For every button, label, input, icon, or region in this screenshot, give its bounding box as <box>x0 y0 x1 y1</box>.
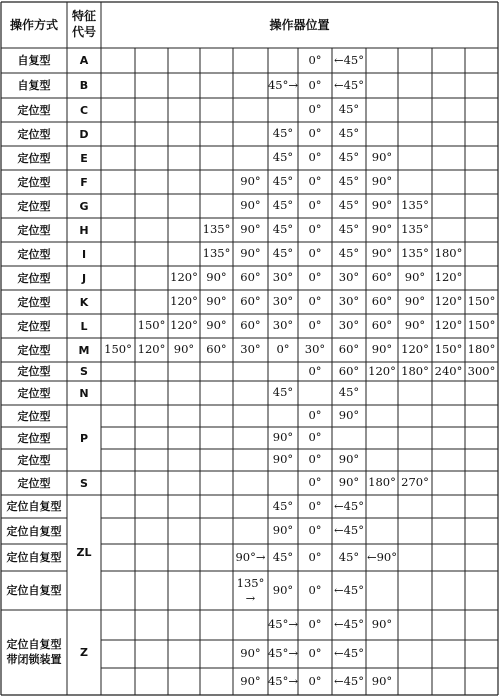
position-value: 30° <box>272 318 294 333</box>
row-mode-label: 定位自复型 <box>6 524 62 538</box>
position-value: 90° <box>404 270 426 285</box>
position-value: 60° <box>371 270 393 285</box>
position-value: 90° <box>240 673 261 688</box>
position-value: 30° <box>304 342 326 357</box>
position-value: 45° <box>272 549 294 564</box>
position-value: 90° <box>206 318 227 333</box>
position-value: 60° <box>206 342 227 357</box>
position-value: 90° <box>240 222 261 237</box>
position-value: 45° <box>272 385 294 400</box>
header-code: 特征 代号 <box>71 9 96 39</box>
position-value: ←45° <box>333 617 365 632</box>
position-value: 90° <box>404 318 426 333</box>
position-value: 0° <box>308 77 322 92</box>
row-mode-label: 定位型 <box>17 223 51 237</box>
position-value: 90° <box>206 294 227 309</box>
position-value: 30° <box>338 294 360 309</box>
row-code: H <box>79 223 89 237</box>
position-value: 0° <box>308 270 322 285</box>
header-positions: 操作器位置 <box>269 18 330 32</box>
row-code: D <box>79 127 89 141</box>
position-value: 45° <box>272 174 294 189</box>
position-value: 45° <box>272 498 294 513</box>
position-value: 60° <box>240 294 261 309</box>
row-code: ZL <box>76 546 92 559</box>
row-code: L <box>80 319 88 333</box>
position-value: ←90° <box>366 549 398 564</box>
position-value: 0° <box>308 246 322 261</box>
position-value: 90° <box>404 294 426 309</box>
row-code: E <box>80 151 88 165</box>
position-value: 0° <box>308 52 322 67</box>
position-value: 60° <box>371 294 393 309</box>
position-value: 30° <box>240 342 261 357</box>
position-value: 0° <box>276 342 290 357</box>
position-value: 45°→ <box>267 77 299 92</box>
position-value: 45° <box>338 222 360 237</box>
position-value: 90° <box>272 523 294 538</box>
position-value: 45° <box>272 246 294 261</box>
row-mode-label: 定位自复型 带闭锁装置 <box>6 638 62 666</box>
row-mode-label: 定位型 <box>17 476 51 490</box>
position-value: 0° <box>308 150 322 165</box>
position-value: 120° <box>170 318 198 333</box>
position-value: 30° <box>272 294 294 309</box>
position-value: 120° <box>434 318 463 333</box>
position-value: 0° <box>308 363 322 378</box>
position-value: 90° <box>371 617 393 632</box>
position-value: 90° <box>240 198 261 213</box>
position-value: 90° <box>338 475 360 490</box>
position-value: 45° <box>272 222 294 237</box>
position-value: 0° <box>308 452 322 467</box>
row-mode-label: 定位型 <box>17 199 51 213</box>
position-value: 45° <box>272 198 294 213</box>
position-value: 90° <box>371 342 393 357</box>
position-value: 0° <box>308 673 322 688</box>
position-value: 90° <box>206 270 227 285</box>
position-value: 0° <box>308 617 322 632</box>
row-mode-label: 定位自复型 <box>6 551 62 564</box>
position-value: 45° <box>338 174 360 189</box>
position-value: 0° <box>308 222 322 237</box>
position-value: 150° <box>467 294 496 309</box>
position-value: 90° <box>371 246 393 261</box>
row-code: F <box>80 175 88 189</box>
position-value: 120° <box>434 270 463 285</box>
row-mode-label: 定位型 <box>17 431 51 445</box>
position-value: 0° <box>308 102 322 117</box>
position-value: 45°→ <box>267 617 299 632</box>
row-code: N <box>79 386 89 400</box>
position-value: 45° <box>338 150 360 165</box>
row-mode-label: 定位型 <box>17 319 51 333</box>
row-code: C <box>79 103 89 117</box>
position-value: 150° <box>467 318 496 333</box>
position-value: 45° <box>338 246 360 261</box>
position-value: 270° <box>401 475 429 490</box>
position-value: 180° <box>467 342 496 357</box>
row-code: A <box>79 54 89 67</box>
position-value: 0° <box>308 430 322 445</box>
position-value: ←45° <box>333 646 365 661</box>
position-value: 30° <box>338 318 360 333</box>
position-value: 0° <box>308 126 322 141</box>
position-value: 30° <box>338 270 360 285</box>
row-code: G <box>79 199 89 213</box>
position-value: 0° <box>308 318 322 333</box>
row-code: Z <box>80 646 88 659</box>
position-value: 240° <box>434 363 463 378</box>
row-code: M <box>78 343 90 357</box>
position-value: 120° <box>137 342 166 357</box>
position-value: 120° <box>170 270 198 285</box>
position-value: 45°→ <box>267 673 299 688</box>
row-mode-label: 定位型 <box>17 409 51 423</box>
position-value: 150° <box>137 318 166 333</box>
row-mode-label: 定位型 <box>17 295 51 309</box>
position-value: 45° <box>272 126 294 141</box>
position-value: 135° <box>401 246 429 261</box>
position-value: 90° <box>371 150 393 165</box>
row-mode-label: 定位型 <box>17 453 51 467</box>
row-code: I <box>81 247 87 261</box>
position-value: ←45° <box>333 582 365 597</box>
position-value: 90° <box>240 174 261 189</box>
position-value: 45°→ <box>267 646 299 661</box>
position-value: 0° <box>308 646 322 661</box>
position-value: 180° <box>368 475 396 490</box>
position-value: 60° <box>240 270 261 285</box>
position-value: 90° <box>338 452 360 467</box>
row-code: J <box>81 271 87 285</box>
position-value: 60° <box>338 342 360 357</box>
position-value: 60° <box>240 318 261 333</box>
position-value: 60° <box>371 318 393 333</box>
row-code: P <box>79 431 89 445</box>
row-code: S <box>80 365 88 378</box>
position-value: 0° <box>308 523 322 538</box>
position-value: 0° <box>308 549 322 564</box>
position-value: 45° <box>338 549 360 564</box>
row-mode-label: 定位自复型 <box>6 500 62 513</box>
position-value: 90° <box>240 246 261 261</box>
position-value: 30° <box>272 270 294 285</box>
row-mode-label: 定位型 <box>17 247 51 261</box>
position-value: 90° <box>173 342 195 357</box>
position-value: 0° <box>308 408 322 423</box>
row-code: S <box>80 476 88 490</box>
position-value: 135° → <box>236 575 265 605</box>
position-value: 90° <box>371 222 393 237</box>
position-value: 90° <box>272 452 294 467</box>
row-mode-label: 定位型 <box>17 343 51 357</box>
position-value: 0° <box>308 174 322 189</box>
position-value: 0° <box>308 498 322 513</box>
position-value: 0° <box>308 582 322 597</box>
position-value: 135° <box>202 222 231 237</box>
position-value: 90° <box>371 174 393 189</box>
position-value: 0° <box>308 475 322 490</box>
position-value: 120° <box>434 294 463 309</box>
position-value: ←45° <box>333 52 365 67</box>
position-value: 120° <box>170 294 198 309</box>
position-value: 45° <box>272 150 294 165</box>
position-value: ←45° <box>333 498 365 513</box>
header-mode: 操作方式 <box>9 18 58 32</box>
position-value: 300° <box>467 363 496 378</box>
row-code: K <box>79 295 89 309</box>
position-value: 120° <box>401 342 429 357</box>
position-value: 135° <box>401 222 429 237</box>
position-value: ←45° <box>333 77 365 92</box>
position-value: 90° <box>272 430 294 445</box>
position-value: 45° <box>338 126 360 141</box>
row-mode-label: 定位型 <box>17 127 51 141</box>
position-value: 60° <box>338 363 360 378</box>
position-value: 90° <box>371 673 393 688</box>
row-mode-label: 自复型 <box>17 54 51 67</box>
position-value: 0° <box>308 198 322 213</box>
row-mode-label: 定位自复型 <box>6 584 62 597</box>
position-value: 90° <box>272 582 294 597</box>
position-value: 90° <box>338 408 360 423</box>
position-value: 90° <box>240 646 261 661</box>
position-value: 90° <box>371 198 393 213</box>
position-value: 120° <box>368 363 396 378</box>
position-value: 150° <box>434 342 463 357</box>
position-value: 90°→ <box>235 549 266 564</box>
row-mode-label: 定位型 <box>17 151 51 165</box>
row-mode-label: 定位型 <box>17 365 51 378</box>
position-value: 0° <box>308 294 322 309</box>
row-mode-label: 定位型 <box>17 103 51 117</box>
position-value: 150° <box>104 342 132 357</box>
position-value: 180° <box>401 363 429 378</box>
position-value: ←45° <box>333 523 365 538</box>
position-value: 45° <box>338 198 360 213</box>
row-mode-label: 自复型 <box>17 79 51 92</box>
position-value: 135° <box>202 246 231 261</box>
position-value: 180° <box>434 246 463 261</box>
position-value: 135° <box>401 198 429 213</box>
row-mode-label: 定位型 <box>17 175 51 189</box>
row-mode-label: 定位型 <box>17 271 51 285</box>
row-code: B <box>79 79 89 92</box>
position-value: 45° <box>338 385 360 400</box>
position-value: ←45° <box>333 673 365 688</box>
row-mode-label: 定位型 <box>17 386 51 400</box>
position-value: 45° <box>338 102 360 117</box>
